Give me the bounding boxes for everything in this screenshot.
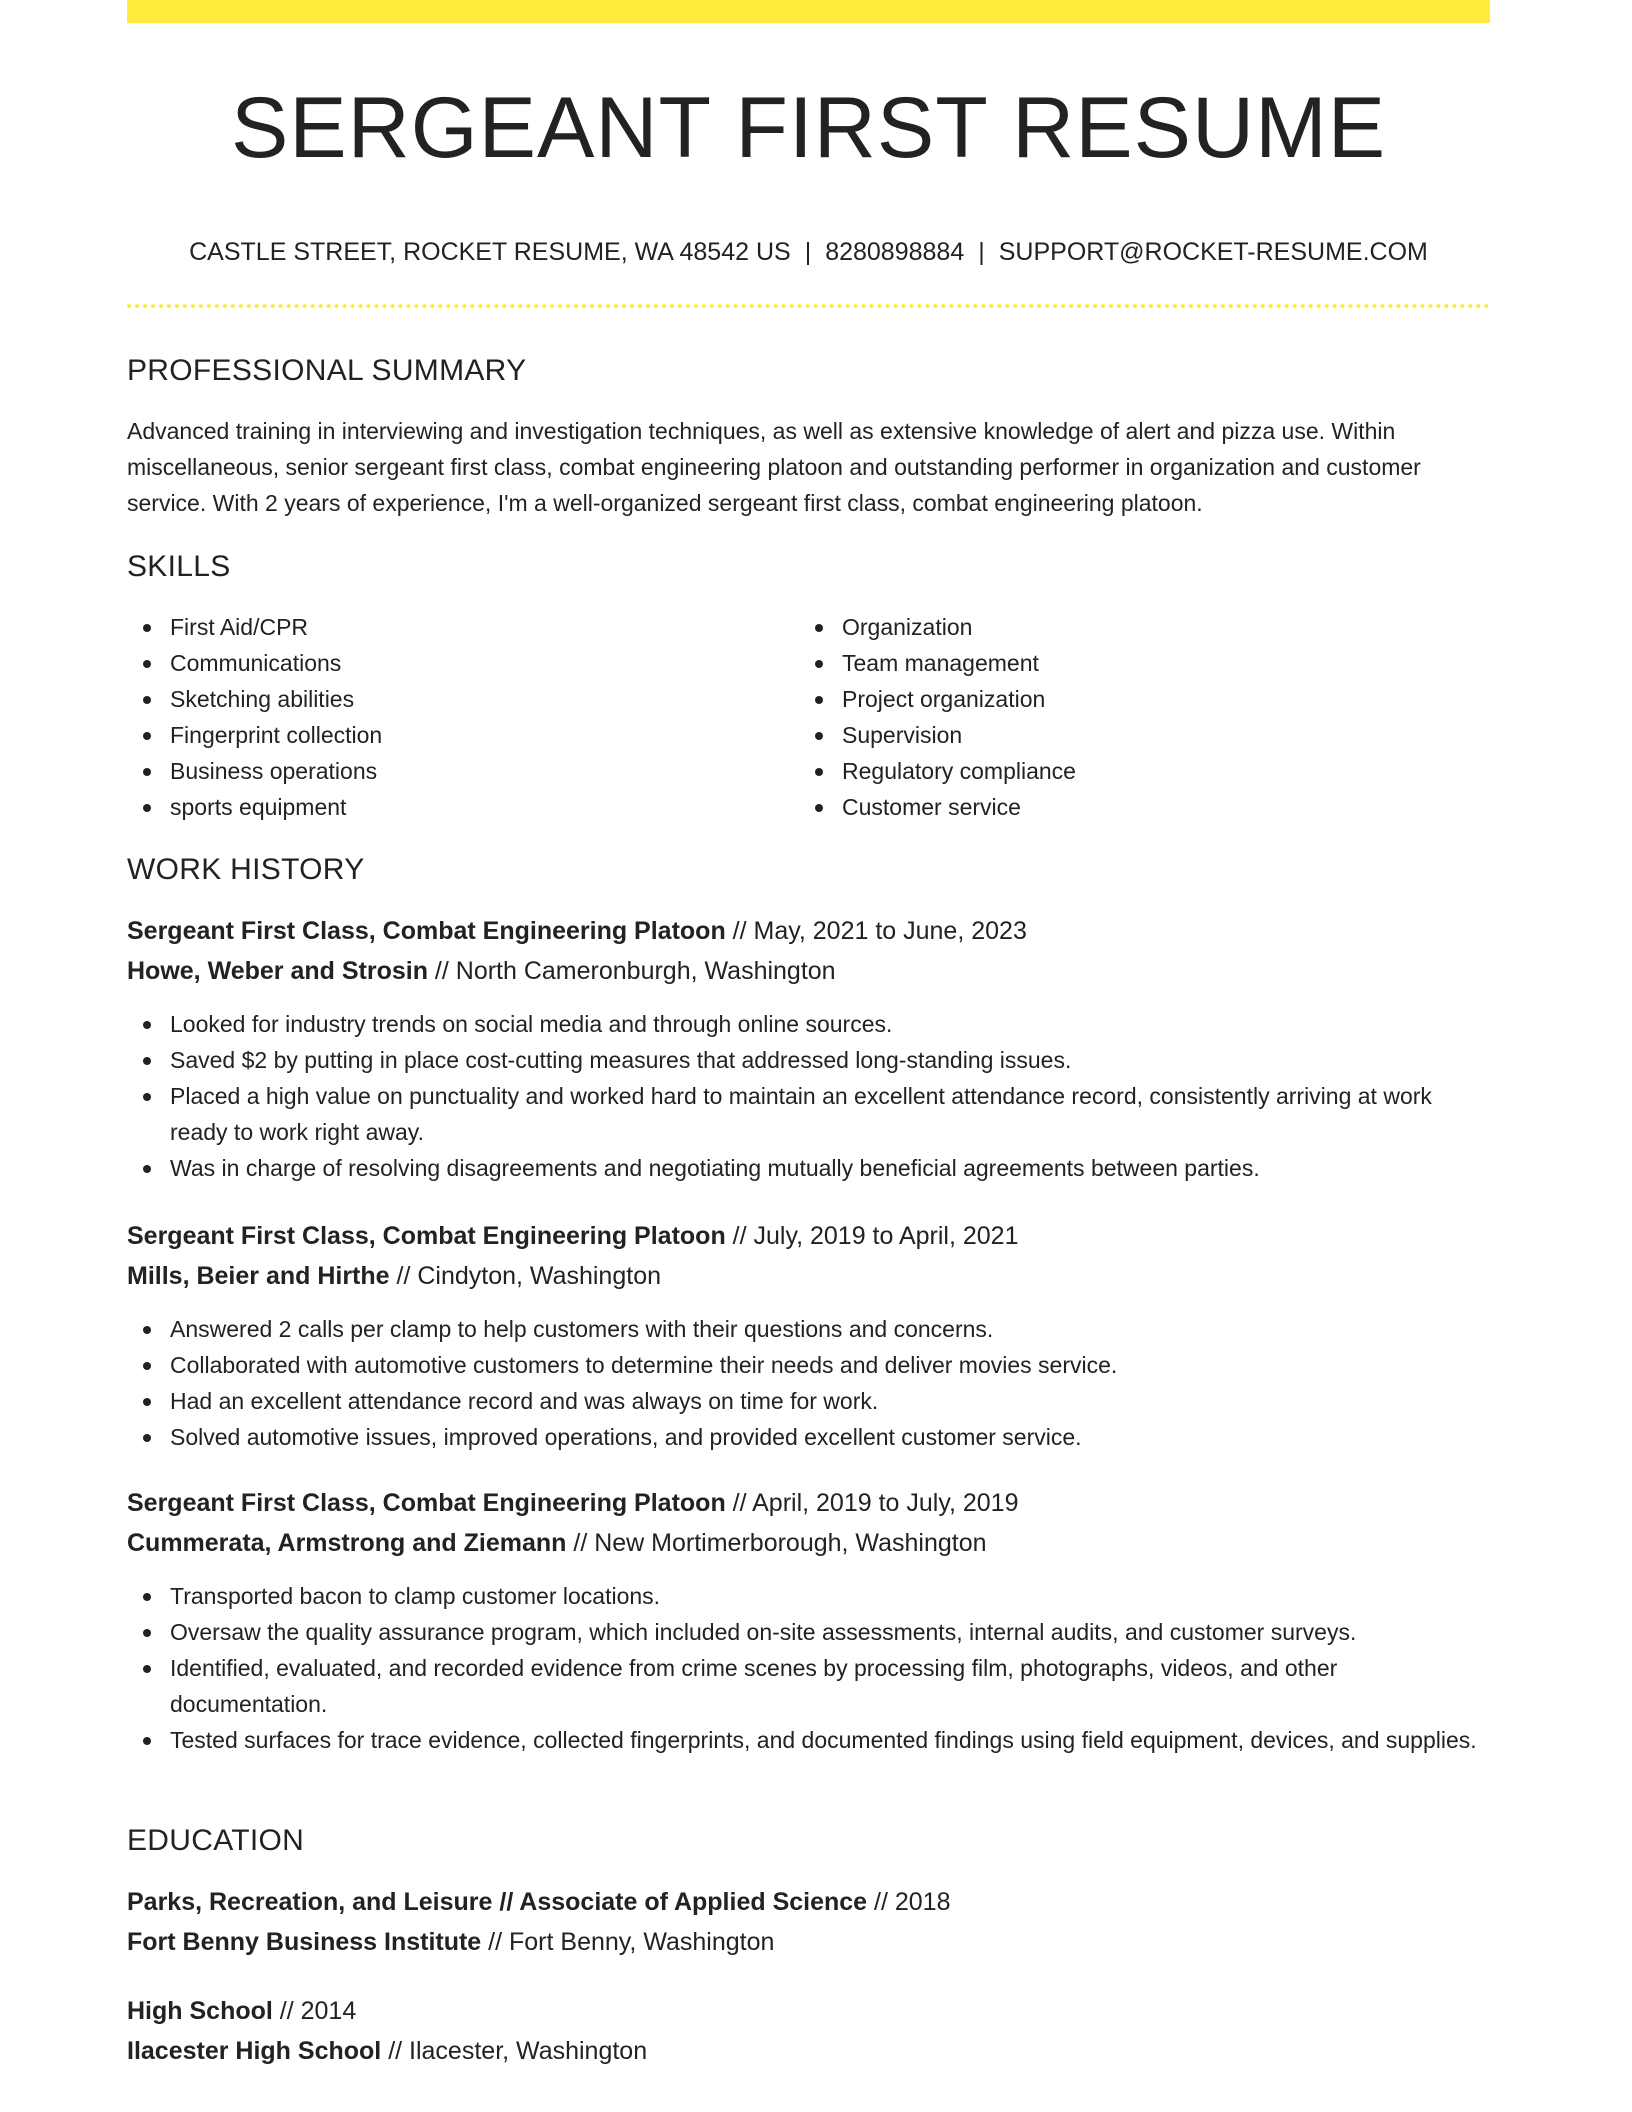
job-company: Howe, Weber and Strosin [127, 957, 428, 985]
skill-item: Business operations [127, 753, 767, 789]
education-degree: Parks, Recreation, and Leisure // Associate of Applied Science [127, 1888, 868, 1916]
skills-list-left [127, 609, 767, 825]
job-bullet: Was in charge of resolving disagreements and negotiating mutually beneficial agreements between parties. [127, 1150, 1490, 1186]
header-divider [127, 304, 1490, 308]
education-degree-line [127, 1993, 356, 2029]
job-bullet: Saved $2 by putting in place cost-cutting measures that addressed long-standing issues. [127, 1042, 1490, 1078]
skills-list-right [799, 609, 1479, 825]
job-location: // North Cameronburgh, Washington [427, 957, 836, 985]
accent-bar [127, 0, 1490, 23]
job-bullet: Identified, evaluated, and recorded evidence from crime scenes by processing film, photographs, videos, and other documentation. [127, 1650, 1490, 1722]
job-bullet: Tested surfaces for trace evidence, collected fingerprints, and documented findings using field equipment, devices, and supplies. [127, 1722, 1490, 1758]
skill-item: sports equipment [127, 789, 767, 825]
job-bullet: Transported bacon to clamp customer locations. [127, 1578, 1490, 1614]
skill-item: First Aid/CPR [127, 609, 767, 645]
resume-name: SERGEANT FIRST RESUME [230, 80, 1387, 176]
skill-item: Sketching abilities [127, 681, 767, 717]
job-dates: // July, 2019 to April, 2021 [725, 1222, 1019, 1250]
education-year: // 2018 [867, 1888, 951, 1916]
job-company-line [127, 1258, 661, 1294]
job-company-line [127, 953, 836, 989]
summary-heading: PROFESSIONAL SUMMARY [127, 354, 527, 387]
education-school: Fort Benny Business Institute [127, 1928, 482, 1956]
job-company: Mills, Beier and Hirthe [127, 1262, 390, 1290]
skill-item: Communications [127, 645, 767, 681]
skill-item: Project organization [799, 681, 1479, 717]
job-bullet: Answered 2 calls per clamp to help customers with their questions and concerns. [127, 1311, 1490, 1347]
job-bullets [127, 1006, 1490, 1186]
work-heading: WORK HISTORY [127, 853, 365, 886]
skill-item: Regulatory compliance [799, 753, 1479, 789]
contact-email: SUPPORT@ROCKET-RESUME.COM [998, 238, 1428, 266]
skills-heading: SKILLS [127, 550, 231, 583]
education-location: // Ilacester, Washington [381, 2037, 648, 2065]
education-school-line [127, 1924, 774, 1960]
contact-separator: | [804, 238, 812, 266]
education-year: // 2014 [272, 1997, 357, 2025]
contact-line [127, 236, 1490, 268]
job-bullet: Had an excellent attendance record and was always on time for work. [127, 1383, 1490, 1419]
education-degree-line [127, 1884, 950, 1920]
education-school: Ilacester High School [127, 2037, 382, 2065]
job-dates: // April, 2019 to July, 2019 [725, 1489, 1019, 1517]
education-heading: EDUCATION [127, 1824, 305, 1857]
job-location: // New Mortimerborough, Washington [566, 1529, 987, 1557]
contact-phone: 8280898884 [825, 238, 965, 266]
job-bullet: Oversaw the quality assurance program, which included on-site assessments, internal audits, and customer surveys. [127, 1614, 1490, 1650]
job-title-line [127, 1218, 1019, 1254]
summary-text: Advanced training in interviewing and investigation techniques, as well as extensive knowledge of alert and pizza use. Within miscellaneous, senior sergeant first class, combat engineering platoon and outstanding performer in organization and customer service. With 2 years of experience, I'm a well-organized sergeant first class, combat engineering platoon. [127, 418, 1421, 516]
job-bullets [127, 1311, 1490, 1455]
job-company: Cummerata, Armstrong and Ziemann [127, 1529, 567, 1557]
job-company-line [127, 1525, 987, 1561]
skill-item: Organization [799, 609, 1479, 645]
education-degree: High School [127, 1997, 273, 2025]
job-title-line [127, 913, 1027, 949]
job-bullet: Looked for industry trends on social media and through online sources. [127, 1006, 1490, 1042]
skill-item: Fingerprint collection [127, 717, 767, 753]
skill-item: Customer service [799, 789, 1479, 825]
contact-separator: | [978, 238, 985, 266]
job-dates: // May, 2021 to June, 2023 [725, 917, 1027, 945]
contact-address: CASTLE STREET, ROCKET RESUME, WA 48542 US [189, 238, 791, 266]
job-position: Sergeant First Class, Combat Engineering Platoon [127, 1489, 726, 1517]
skill-item: Team management [799, 645, 1479, 681]
job-bullets [127, 1578, 1490, 1758]
job-title-line [127, 1485, 1019, 1521]
job-position: Sergeant First Class, Combat Engineering Platoon [127, 917, 726, 945]
skill-item: Supervision [799, 717, 1479, 753]
education-location: // Fort Benny, Washington [481, 1928, 775, 1956]
job-position: Sergeant First Class, Combat Engineering Platoon [127, 1222, 726, 1250]
education-school-line [127, 2033, 647, 2069]
job-bullet: Placed a high value on punctuality and worked hard to maintain an excellent attendance record, consistently arriving at work ready to work right away. [127, 1078, 1490, 1150]
job-bullet: Solved automotive issues, improved operations, and provided excellent customer service. [127, 1419, 1490, 1455]
job-bullet: Collaborated with automotive customers to determine their needs and deliver movies service. [127, 1347, 1490, 1383]
job-location: // Cindyton, Washington [389, 1262, 661, 1290]
